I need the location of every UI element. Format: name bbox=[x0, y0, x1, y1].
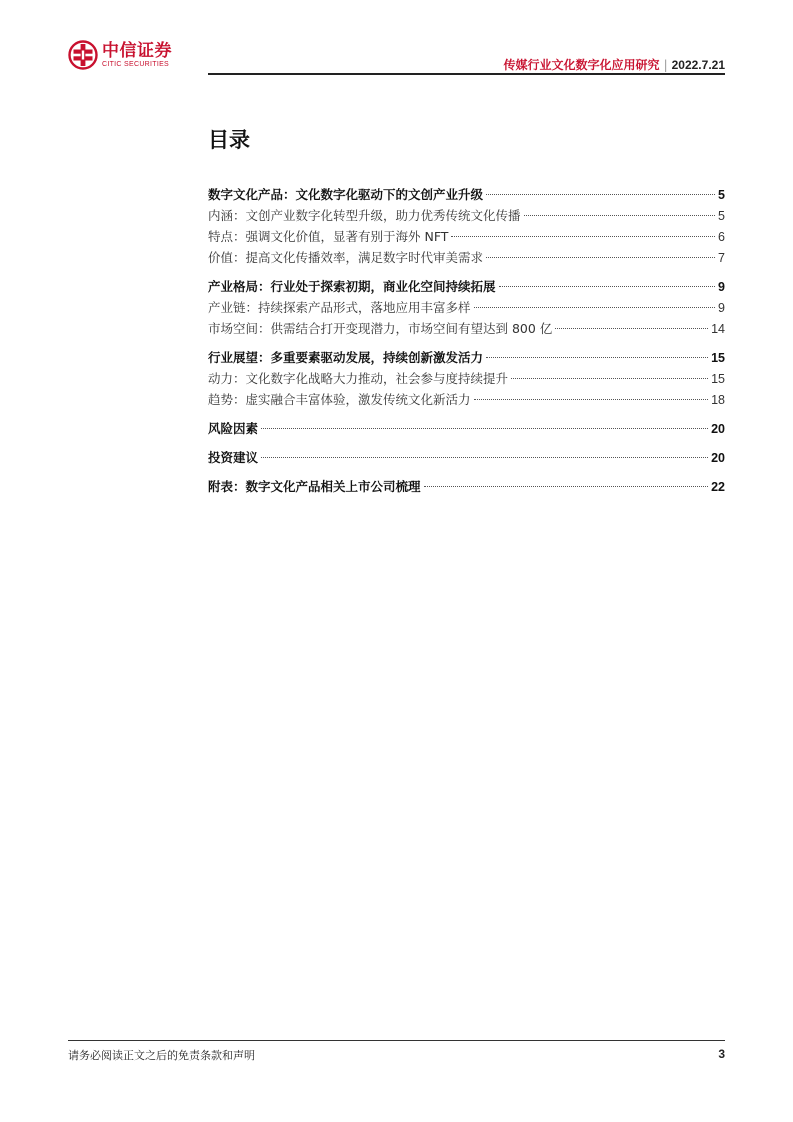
toc-entry-page: 9 bbox=[718, 280, 725, 294]
toc-dot-leader bbox=[261, 457, 708, 458]
toc-entry-page: 14 bbox=[711, 322, 725, 336]
toc-section-entry[interactable] bbox=[208, 447, 725, 468]
toc-entry-page: 15 bbox=[711, 372, 725, 386]
toc-entry-page: 22 bbox=[711, 480, 725, 494]
page-number: 3 bbox=[718, 1047, 725, 1061]
logo-chinese-name: 中信证券 bbox=[102, 40, 172, 61]
toc-entry-page: 18 bbox=[711, 393, 725, 407]
toc-dot-leader bbox=[451, 236, 715, 237]
toc-subsection-entry[interactable] bbox=[208, 297, 725, 318]
toc-entry-page: 6 bbox=[718, 230, 725, 244]
toc-entry-title: 投资建议 bbox=[208, 450, 259, 465]
toc-entry-title: 风险因素 bbox=[208, 421, 259, 436]
toc-section-entry[interactable] bbox=[208, 276, 725, 297]
toc-dot-leader bbox=[474, 307, 716, 308]
footer-disclaimer: 请务必阅读正文之后的免责条款和声明 bbox=[68, 1049, 255, 1062]
toc-subsection-entry[interactable] bbox=[208, 318, 725, 339]
report-date: 2022.7.21 bbox=[671, 58, 725, 72]
toc-dot-leader bbox=[424, 486, 709, 487]
page-header bbox=[0, 0, 793, 80]
toc-entry-page: 20 bbox=[711, 451, 725, 465]
toc-title: 目录 bbox=[208, 128, 250, 152]
toc-entry-title: 动力：文化数字化战略大力推动，社会参与度持续提升 bbox=[208, 371, 509, 386]
footer-divider bbox=[68, 1040, 725, 1041]
toc-dot-leader bbox=[524, 215, 716, 216]
header-divider bbox=[208, 73, 725, 75]
toc-entry-title: 附表：数字文化产品相关上市公司梳理 bbox=[208, 479, 421, 494]
toc-dot-leader bbox=[261, 428, 708, 429]
toc-section-entry[interactable] bbox=[208, 418, 725, 439]
toc-subsection-entry[interactable] bbox=[208, 247, 725, 268]
toc-entry-page: 5 bbox=[718, 209, 725, 223]
toc-section-entry[interactable] bbox=[208, 184, 725, 205]
logo-english-name: CITIC SECURITIES bbox=[102, 60, 170, 68]
report-topic: 传媒行业文化数字化应用研究 bbox=[503, 58, 660, 72]
toc-entry-title: 行业展望：多重要素驱动发展，持续创新激发活力 bbox=[208, 350, 484, 365]
toc-dot-leader bbox=[474, 399, 709, 400]
citic-logo-mark-icon bbox=[68, 40, 98, 70]
table-of-contents bbox=[208, 184, 725, 497]
toc-entry-title: 市场空间：供需结合打开变现潜力，市场空间有望达到 800 亿 bbox=[208, 321, 553, 336]
toc-dot-leader bbox=[486, 257, 715, 258]
toc-subsection-entry[interactable] bbox=[208, 226, 725, 247]
toc-entry-title: 数字文化产品：文化数字化驱动下的文创产业升级 bbox=[208, 187, 484, 202]
toc-entry-title: 特点：强调文化价值，显著有别于海外 NFT bbox=[208, 229, 449, 244]
toc-dot-leader bbox=[486, 194, 715, 195]
toc-entry-title: 产业链：持续探索产品形式，落地应用丰富多样 bbox=[208, 300, 471, 315]
toc-section-entry[interactable] bbox=[208, 476, 725, 497]
toc-subsection-entry[interactable] bbox=[208, 205, 725, 226]
report-header-info bbox=[504, 56, 725, 73]
toc-entry-title: 产业格局：行业处于探索初期，商业化空间持续拓展 bbox=[208, 279, 496, 294]
citic-logo bbox=[68, 40, 172, 70]
toc-entry-page: 9 bbox=[718, 301, 725, 315]
toc-subsection-entry[interactable] bbox=[208, 389, 725, 410]
toc-entry-title: 趋势：虚实融合丰富体验，激发传统文化新活力 bbox=[208, 392, 471, 407]
toc-entry-page: 7 bbox=[718, 251, 725, 265]
toc-dot-leader bbox=[511, 378, 708, 379]
toc-dot-leader bbox=[486, 357, 708, 358]
toc-section-entry[interactable] bbox=[208, 347, 725, 368]
toc-entry-title: 价值：提高文化传播效率，满足数字时代审美需求 bbox=[208, 250, 484, 265]
toc-entry-title: 内涵：文创产业数字化转型升级，助力优秀传统文化传播 bbox=[208, 208, 521, 223]
toc-entry-page: 15 bbox=[711, 351, 725, 365]
toc-subsection-entry[interactable] bbox=[208, 368, 725, 389]
toc-dot-leader bbox=[499, 286, 716, 287]
toc-entry-page: 5 bbox=[718, 188, 725, 202]
toc-entry-page: 20 bbox=[711, 422, 725, 436]
toc-dot-leader bbox=[555, 328, 708, 329]
header-separator: | bbox=[663, 58, 668, 72]
